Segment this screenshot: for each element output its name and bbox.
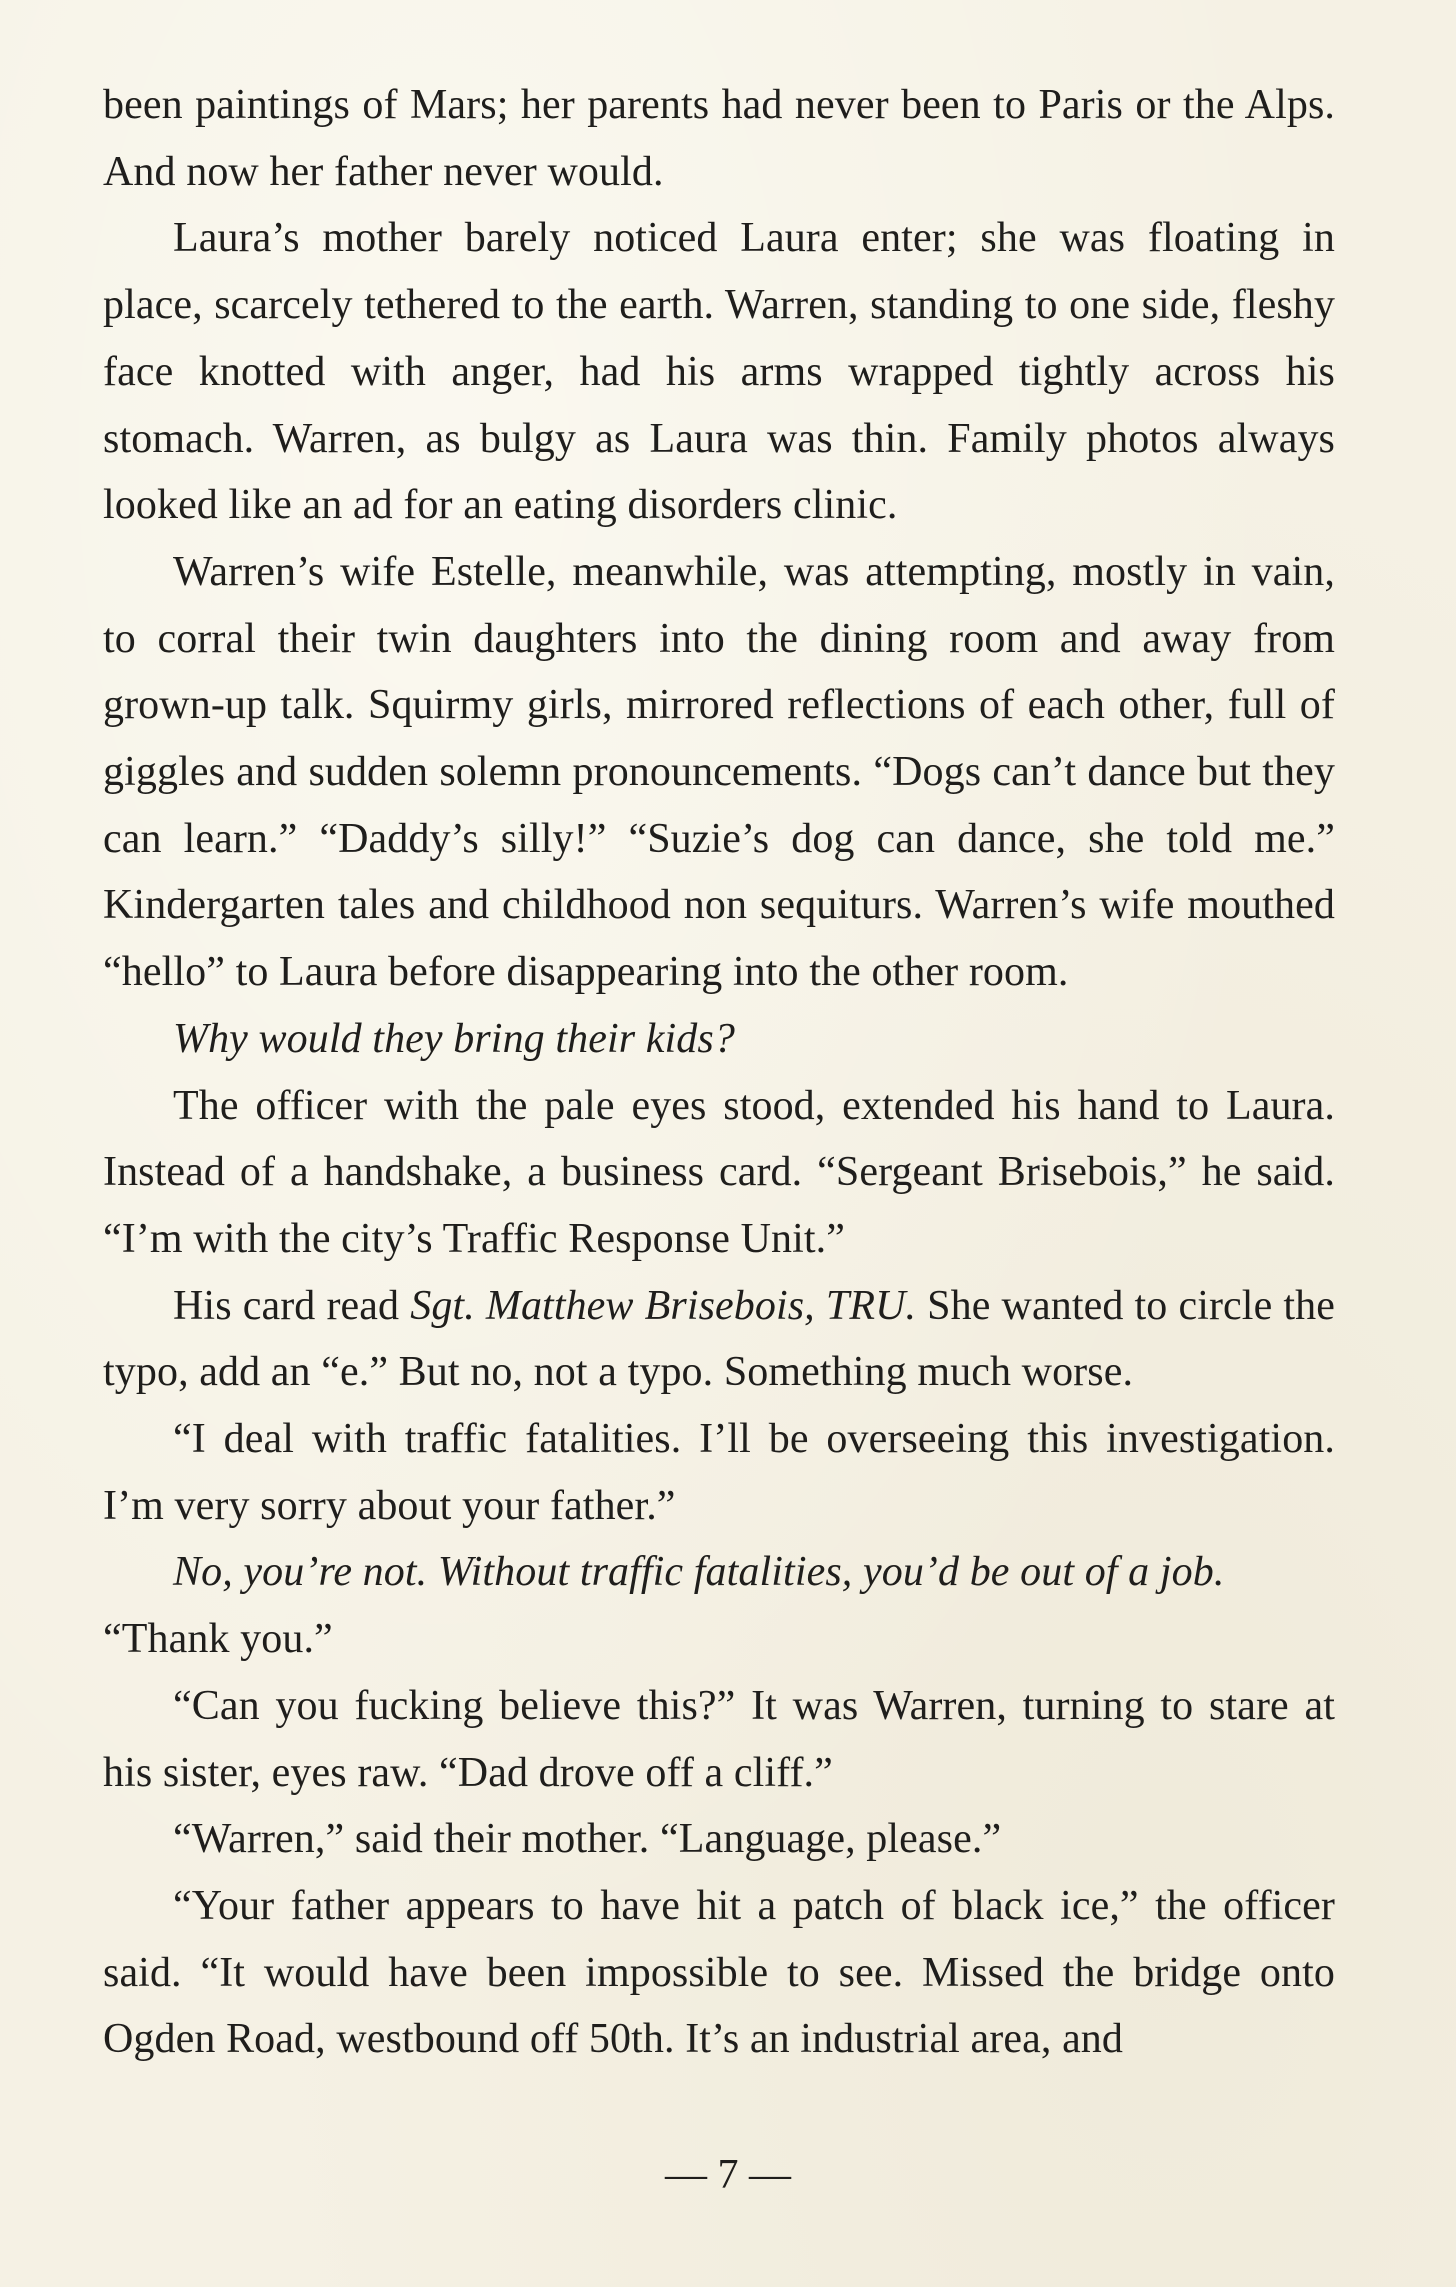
paragraph-2: Laura’s mother barely noticed Laura enter; she was floating in place, scarcely tethered to the earth. Warren, standing to one side, fleshy face knotted with anger, had his arms wrapped tightly across his stomach. Warren, as bulgy as Laura was thin. Family photos always looked like an ad for an eating disorders clinic. xyxy=(103,215,1335,529)
paragraph-10: “Can you fucking believe this?” It was Warren, turning to stare at his sister, eyes raw. “Dad drove off a cliff.” xyxy=(103,1682,1335,1796)
paragraph-9: “Thank you.” xyxy=(103,1616,333,1663)
paragraph-6-after: She wanted to circle the typo, add an “e.” But no, not a typo. Something much worse. xyxy=(103,1282,1335,1396)
paragraph-6-before: His card read xyxy=(173,1282,411,1329)
paragraph-3: Warren’s wife Estelle, meanwhile, was attempting, mostly in vain, to corral their twin daughters into the dining room and away from grown-up talk. Squirmy girls, mirrored reflections of each other, full of giggles and sudden solemn pronouncements. “Dogs can’t dance but they can learn.” “Daddy’s silly!” “Suzie’s dog can dance, she told me.” Kindergarten tales and childhood non sequiturs. Warren’s wife mouthed “hello” to Laura before disappearing into the other room. xyxy=(103,548,1335,996)
paragraph-4-thought: Why would they bring their kids? xyxy=(173,1015,735,1062)
paragraph-6 xyxy=(103,1273,1335,1406)
paragraph-7: “I deal with traffic fatalities. I’ll be overseeing this investigation. I’m very sorry about your father.” xyxy=(103,1416,1335,1529)
paragraph-8-thought: No, you’re not. Without traffic fatalities, you’d be out of a job. xyxy=(173,1549,1225,1596)
body-text xyxy=(103,72,1335,2073)
paragraph-12: “Your father appears to have hit a patch of black ice,” the officer said. “It would have been impossible to see. Missed the bridge onto Ogden Road, westbound off 50th. It’s an industrial area, and xyxy=(103,1882,1335,2063)
page-number: — 7 — xyxy=(665,2152,791,2198)
paragraph-6-card-text: Sgt. Matthew Brisebois, TRU. xyxy=(410,1282,917,1329)
paragraph-1: been paintings of Mars; her parents had never been to Paris or the Alps. And now her father never would. xyxy=(103,82,1335,195)
paragraph-5: The officer with the pale eyes stood, extended his hand to Laura. Instead of a handshake, a business card. “Sergeant Brisebois,” he said. “I’m with the city’s Traffic Response Unit.” xyxy=(103,1082,1335,1262)
paragraph-11: “Warren,” said their mother. “Language, please.” xyxy=(173,1816,1002,1863)
